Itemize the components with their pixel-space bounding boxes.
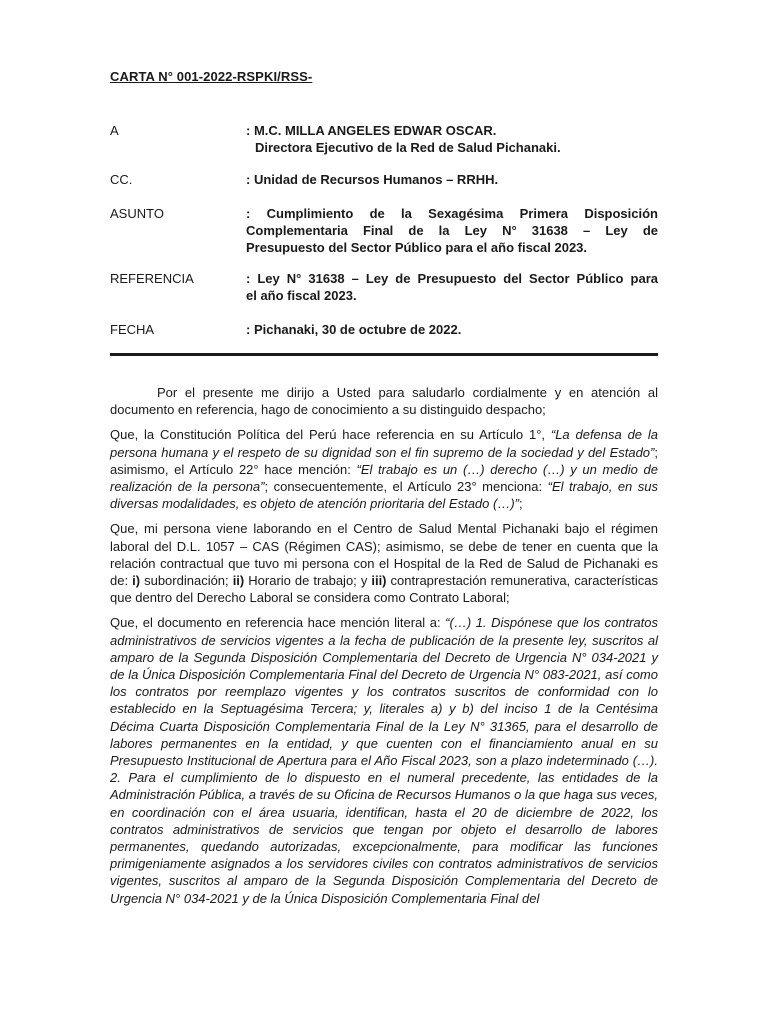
header-to-value [246, 122, 658, 156]
header-subject-value [246, 205, 658, 256]
letter-body [110, 384, 658, 915]
header-reference-label: REFERENCIA [110, 271, 194, 286]
header-reference-value [246, 270, 658, 304]
p4-text-a: Que, el documento en referencia hace mención literal a: [110, 615, 446, 631]
p3-text-c: Horario de trabajo; y [244, 573, 372, 589]
header-date-label: FECHA [110, 322, 155, 337]
p3-text-a: Que, mi persona viene laborando en el Centro de Salud Mental Pichanaki bajo el régimen laboral del D.L. 1057 – CAS (Régimen CAS); asimismo, se debe de tener en cuenta que la relación contractual que tuvo mi persona con el Hospital de la Red de Salud de Pichanaki es de: [110, 521, 658, 589]
header-reference-row [110, 270, 658, 306]
header-subject-line-1: : Cumplimiento de la Sexagésima Primera Disposición [246, 206, 658, 221]
header-to-row [110, 122, 658, 158]
letter-title: CARTA N° 001-2022-RSPKI/RSS- [110, 69, 313, 84]
header-reference-line-1: : Ley N° 31638 – Ley de Presupuesto del Sector Público para [246, 271, 658, 286]
header-date-text: : Pichanaki, 30 de octubre de 2022. [246, 322, 462, 337]
p4-quote-law: “(…) 1. Dispónese que los contratos administrativos de servicios vigentes a la fecha de publicación de la presente ley, suscritos al amparo de la Segunda Disposición Complementaria del Decreto de Urgencia N° 034-2021 y de la Única Disposición Complementaria Final del Decreto de Urgencia N° 083-2021, así como los contratos por reemplazo vigentes y los contratos suscritos de conformidad con lo establecido en la Septuagésima Tercera; y, literales a) y b) del inciso 1 de la Centésima Décima Cuarta Disposición Complementaria Final de la Ley N° 31365, para el desarrollo de labores permanentes en la entidad, y que cuenten con el financiamiento anual en su Presupuesto Institucional de Apertura para el Año Fiscal 2023, son a plazo indeterminado (…). 2. Para el cumplimiento de lo dispuesto en el numeral precedente, las entidades de la Administración Pública, a través de su Oficina de Recursos Humanos o la que haga sus veces, en coordinación con el área usuaria, identifican, hasta el 20 de diciembre de 2022, los contratos administrativos de servicios que tengan por objeto el desarrollo de labores permanentes, quedando autorizadas, excepcionalmente, para modificar las funciones primigeniamente asignados a los servidores civiles con contratos administrativos de servicios vigentes, suscritos al amparo de la Segunda Disposición Complementaria del Decreto de Urgencia N° 034-2021 y de la Única Disposición Complementaria Final del [110, 615, 658, 906]
header-to-position: Directora Ejecutivo de la Red de Salud Pichanaki. [255, 140, 561, 155]
paragraph-law-quote [110, 614, 658, 906]
header-subject-line-2: Complementaria Final de la Ley N° 31638 – Ley de [246, 223, 658, 238]
p2-text-c: ; asimismo, el Artículo 22° hace mención: [110, 444, 658, 477]
header-subject-label: ASUNTO [110, 206, 164, 221]
header-reference-line-2: el año fiscal 2023. [246, 288, 357, 303]
paragraph-constitution [110, 426, 658, 512]
header-date-value [246, 321, 658, 338]
p3-numeral-2: ii) [232, 573, 245, 589]
paragraph-employment [110, 520, 658, 606]
header-cc-value [246, 171, 658, 188]
p3-text-d: contraprestación remunerativa, características que dentro del Derecho Laboral se considera como Contrato Laboral; [110, 573, 658, 606]
header-cc-label: CC. [110, 172, 133, 187]
header-subject-row [110, 205, 658, 259]
p3-numeral-1: i) [132, 573, 141, 589]
p2-text-e: ; consecuentemente, el Artículo 23° menciona: [264, 479, 548, 495]
paragraph-greeting: Por el presente me dirijo a Usted para saludarlo cordialmente y en atención al documento en referencia, hago de conocimiento a su distinguido despacho; [110, 385, 658, 418]
p2-quote-article-1: “La defensa de la persona humana y el respeto de su dignidad son el fin supremo de la sociedad y del Estado” [110, 427, 658, 460]
p2-text-g: ; [519, 496, 523, 512]
header-divider [110, 353, 658, 356]
p2-quote-article-22: “El trabajo es un (…) derecho (…) y un medio de realización de la persona” [110, 461, 658, 495]
header-date-row [110, 321, 658, 339]
p2-text-a: Que, la Constitución Política del Perú hace referencia en su Artículo 1°, [110, 427, 551, 443]
header-cc-text: : Unidad de Recursos Humanos – RRHH. [246, 172, 499, 187]
p3-text-b: subordinación; [140, 573, 233, 589]
header-subject-line-3: Presupuesto del Sector Público para el año fiscal 2023. [246, 240, 588, 255]
p3-numeral-3: iii) [371, 573, 387, 589]
header-to-label: A [110, 123, 119, 138]
header-to-name: : M.C. MILLA ANGELES EDWAR OSCAR. [246, 123, 497, 138]
header-cc-row [110, 171, 658, 189]
p2-quote-article-23: “El trabajo, en sus diversas modalidades, es objeto de atención prioritaria del Estado (…)” [110, 479, 659, 512]
